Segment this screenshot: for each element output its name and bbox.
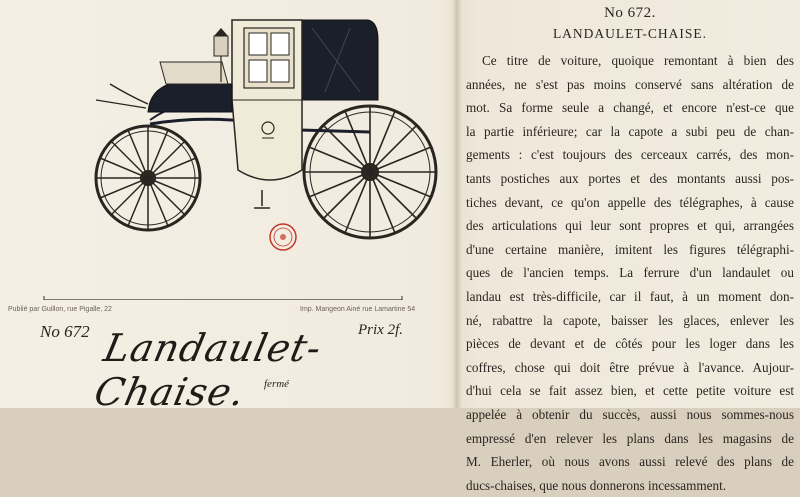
front-wheel bbox=[96, 126, 200, 230]
article-line: coffres, chose qui doit être prévue à l'avance. Aujour- bbox=[466, 359, 794, 375]
article-title: LANDAULET-CHAISE. bbox=[552, 26, 708, 41]
plate-subtitle: fermé bbox=[264, 378, 290, 390]
article-line: appelée à obtenir du succès, aussi nous sommes-nous bbox=[466, 406, 794, 422]
article-line: des articulations qui leur sont propres et qui, arrangées bbox=[466, 218, 794, 234]
article-line: empressé d'en relever les plans dans les magasins de bbox=[466, 430, 794, 446]
article-line: d'une certaine manière, imitent les figures télégraphi- bbox=[466, 241, 794, 257]
article-line: landau est très-difficile, car il faut, à un moment don- bbox=[466, 288, 794, 304]
plate-number: No 672 bbox=[40, 322, 90, 341]
plate-price: Prix 2f. bbox=[358, 322, 403, 338]
article-line: né, rabattre la capote, baisser les glaces, enlever les bbox=[466, 312, 794, 328]
article-line: d'hui cela se fait assez bien, et cette petite voiture est bbox=[466, 383, 794, 399]
article-line: ques de l'ancien temps. La ferrure d'un landaulet ou bbox=[466, 265, 794, 281]
printer-credit: Imp. Mangeon Ainé rue Lamartine 54 bbox=[300, 306, 416, 313]
article-line: la partie inférieure; car la capote a subi peu de chan- bbox=[466, 123, 794, 139]
article-column bbox=[466, 0, 794, 493]
article-line: tants postiches aux portes et des montants aussi pos- bbox=[466, 170, 794, 186]
article-body bbox=[466, 49, 794, 497]
carriage-illustration bbox=[0, 0, 455, 300]
article-line: années, ne s'est pas moins conservé sans altération de bbox=[466, 76, 794, 92]
article-line: tiches devant, ce qu'on appelle des télégraphes, à cause bbox=[466, 194, 794, 210]
rear-wheel bbox=[304, 106, 436, 238]
article-line: pièces de devant et de côtés pour les loger dans les bbox=[466, 336, 794, 352]
plate-title: Landaulet-Chaise. bbox=[90, 326, 326, 414]
article-line: M. Eherler, où nous avons aussi relevé des plans de bbox=[466, 454, 794, 470]
publisher-credit: Publié par Guillon, rue Pigalle, 22 bbox=[8, 306, 112, 313]
article-line: gements : c'est toujours des cerceaux carrés, des mon- bbox=[466, 147, 794, 163]
page-gutter bbox=[452, 0, 462, 408]
article-line: Ce titre de voiture, quoique remontant à bien des bbox=[482, 53, 794, 68]
article-line: ducs-chaises, que nous donnerons incessamment. bbox=[466, 477, 727, 493]
carriage-plate bbox=[0, 0, 455, 414]
article-line: mot. Sa forme seule a changé, et encore n'est-ce que bbox=[466, 100, 794, 116]
article-number: No 672. bbox=[604, 5, 656, 21]
library-stamp bbox=[268, 222, 298, 252]
